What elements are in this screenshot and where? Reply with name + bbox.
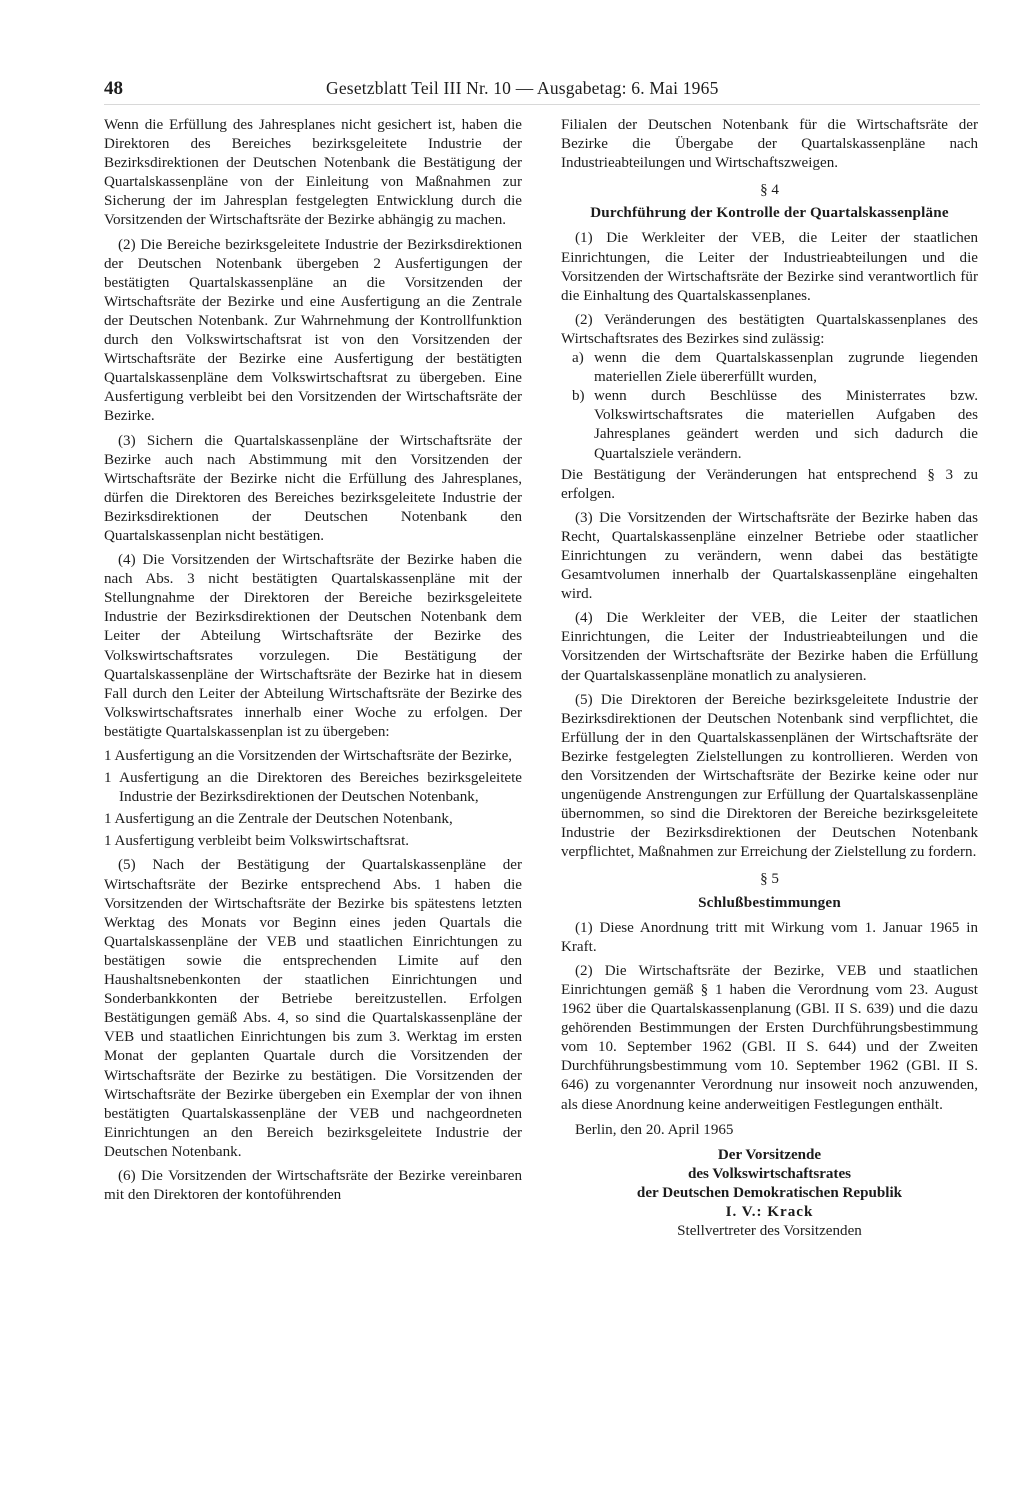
section-4-paragraph-1: (1) Die Werkleiter der VEB, die Leiter der staatlichen Einrichtungen, die Leiter der Industrieabteilungen und die Vorsitzenden der Wirtschaftsräte der Bezirke sind verantwortlich für die Einhaltung des Quartalskassenplanes.: [561, 230, 978, 304]
list-item: 1 Ausfertigung verbleibt beim Volkswirtschaftsrat.: [104, 833, 410, 850]
section-4-paragraph-2: (2) Veränderungen des bestätigten Quartalskassenplanes des Wirtschaftsrates des Bezirkes sind zulässig:: [561, 311, 978, 347]
paragraph-6: (6) Die Vorsitzenden der Wirtschaftsräte der Bezirke vereinbaren mit den Direktoren der kontoführenden: [104, 1167, 522, 1204]
paragraph-continued: Wenn die Erfüllung des Jahresplanes nicht gesichert ist, haben die Direktoren des Bereiches bezirksgeleitete Industrie der Bezirksdirektionen der Deutschen Notenbank die Bestätigung der Quartalskassenpläne von der Einleitung von Maßnahmen zur Sicherung der im Jahresplan festgelegten Entwicklung durch die Vorsitzenden der Wirtschaftsräte der Bezirke abhängig zu machen.: [104, 117, 522, 229]
signatory-line: der Deutschen Demokratischen Republik: [636, 1184, 903, 1201]
left-column: [104, 116, 522, 1210]
list-item: 1 Ausfertigung an die Zentrale der Deutschen Notenbank,: [104, 811, 453, 828]
condition-list: [561, 349, 978, 464]
section-4-paragraph-3: (3) Die Vorsitzenden der Wirtschaftsräte der Bezirke haben das Recht, Quartalskassenpläne einzelner Betriebe oder staatlicher Einrichtungen zu verändern, wenn dabei das bestätigte Gesamtvolumen innerhalb der Quartalskassenpläne eingehalten wird.: [561, 509, 978, 603]
list-item: [561, 387, 978, 463]
running-title: Gesetzblatt Teil III Nr. 10 — Ausgabetag: 6. Mai 1965: [326, 78, 719, 98]
signatory-title: [561, 1146, 978, 1203]
paragraph-3: (3) Sichern die Quartalskassenpläne der Wirtschaftsräte der Bezirke auch nach Abstimmung mit den Vorsitzenden der Wirtschaftsräte der Bezirke nicht die Erfüllung des Jahresplanes, dürfen die Direktoren des Bereiches bezirksgeleitete Industrie der Bezirksdirektionen der Deutschen Notenbank den Quartalskassenplan nicht bestätigen.: [104, 432, 522, 544]
signatory-line: Der Vorsitzende: [717, 1146, 822, 1163]
paragraph-5: (5) Nach der Bestätigung der Quartalskassenpläne der Wirtschaftsräte der Bezirke entsprechend Abs. 1 haben die Vorsitzenden der Wirtschaftsräte der Bezirke bis spätestens letzten Werktag des Monats vor Beginn eines jeden Quartals die Quartalskassenpläne der VEB und staatlichen Einrichtungen zu bestätigen sowie die entsprechenden Limite auf den Haushaltsnebenkonten der staatlichen Einrichtungen und Sonderbankkonten der Betriebe bereitzustellen. Erfolgen Bestätigungen gemäß Abs. 4, so sind die Quartalskassenpläne der VEB und staatlichen Einrichtungen bis zum 3. Werktag im ersten Monat der geplanten Quartale durch die Vorsitzenden der Wirtschaftsräte der Bezirke zu bestätigen. Die Vorsitzenden der Wirtschaftsräte der Bezirke übergeben ein Exemplar der von ihnen bestätigten Quartalskassenpläne der VEB und nachgeordneten Einrichtungen an den Bereich bezirksgeleitete Industrie der Deutschen Notenbank.: [104, 857, 522, 1160]
section-number: § 4: [760, 182, 779, 199]
item-label: b): [572, 388, 585, 405]
list-item: 1 Ausfertigung an die Vorsitzenden der Wirtschaftsräte der Bezirke,: [104, 748, 513, 764]
section-4-paragraph-2-note: Die Bestätigung der Veränderungen hat entsprechend § 3 zu erfolgen.: [561, 466, 978, 502]
section-number: § 5: [760, 871, 779, 888]
list-item: [561, 349, 978, 387]
list-item: 1 Ausfertigung an die Direktoren des Bereiches bezirksgeleitete Industrie der Bezirksdirektionen der Deutschen Notenbank,: [104, 770, 522, 806]
signatory-line: des Volkswirtschaftsrates: [687, 1165, 852, 1182]
paragraph-continued: Filialen der Deutschen Notenbank für die Wirtschaftsräte der Bezirke die Übergabe der Quartalskassenpläne nach Industrieabteilungen und Wirtschaftszweigen.: [561, 117, 978, 172]
page-number: 48: [104, 78, 123, 99]
right-column: [561, 116, 978, 1241]
section-title: Schlußbestimmungen: [698, 894, 841, 911]
page-header: [104, 76, 980, 105]
section-4-paragraph-4: (4) Die Werkleiter der VEB, die Leiter der staatlichen Einrichtungen, die Leiter der Industrieabteilungen und die Vorsitzenden der Wirtschaftsräte der Bezirke haben die Erfüllung der Quartalskassenpläne monatlich zu analysieren.: [561, 610, 978, 684]
item-text: wenn durch Beschlüsse des Ministerrates bzw. Volkswirtschaftsrates die materiellen Aufgaben des Jahresplanes geändert werden und sich dadurch die Quartalsziele verändern.: [594, 388, 978, 462]
section-title: Durchführung der Kontrolle der Quartalskassenpläne: [590, 205, 949, 222]
item-text: wenn die dem Quartalskassenplan zugrunde liegenden materiellen Ziele übererfüllt wurden,: [594, 350, 978, 386]
paragraph-4: (4) Die Vorsitzenden der Wirtschaftsräte der Bezirke haben die nach Abs. 3 nicht bestätigten Quartalskassenpläne mit der Stellungnahme der Direktoren der Bereiche bezirksgeleitete Industrie der Bezirksdirektionen der Deutschen Notenbank dem Leiter der Abteilung Wirtschaftsräte der Bezirke des Volkswirtschaftsrates vorzulegen. Die Bestätigung der Quartalskassenpläne der Wirtschaftsräte der Bezirke hat in diesem Fall durch den Leiter der Abteilung Wirtschaftsräte der Bezirke des Volkswirtschaftsrates innerhalb einer Woche zu erfolgen. Der bestätigte Quartalskassenplan ist zu übergeben:: [104, 552, 522, 740]
signing-date: Berlin, den 20. April 1965: [575, 1121, 734, 1138]
item-label: a): [572, 350, 584, 367]
signatory-name: I. V.: Krack: [725, 1203, 814, 1220]
section-4-paragraph-5: (5) Die Direktoren der Bereiche bezirksgeleitete Industrie der Bezirksdirektionen der Deutschen Notenbank sind verpflichtet, die Erfüllung der in den Quartalskassenplänen der Wirtschaftsräte der Bezirke festgelegten Zielstellungen zu kontrollieren. Werden von den Vorsitzenden der Wirtschaftsräte der Bezirke keine oder nur ungenügende Anstrengungen zur Erfüllung der Quartalskassenpläne übernommen, so sind die Direktoren der Bereiche bezirksgeleitete Industrie der Bezirksdirektionen der Deutschen Notenbank verpflichtet, Maßnahmen zur Erreichung der Zielstellung zu fordern.: [561, 691, 978, 861]
section-5-paragraph-2: (2) Die Wirtschaftsräte der Bezirke, VEB und staatlichen Einrichtungen gemäß § 1 haben die Verordnung vom 23. August 1962 über die Quartalskassenplanung (GBl. II S. 639) und die dazu gehörenden Bestimmungen der Ersten Durchführungsbestimmung vom 10. September 1962 (GBl. II S. 644) und der Zweiten Durchführungsbestimmung vom 10. September 1962 (GBl. II S. 646) zu vorgenannter Verordnung nur insoweit noch anzuwenden, als diese Anordnung keine anderweitigen Festlegungen enthält.: [561, 962, 978, 1113]
paragraph-2: (2) Die Bereiche bezirksgeleitete Industrie der Bezirksdirektionen der Deutschen Notenbank übergeben 2 Ausfertigungen der bestätigten Quartalskassenpläne an die Vorsitzenden der Wirtschaftsräte der Bezirke und eine Ausfertigung an die Zentrale der Deutschen Notenbank. Zur Wahrnehmung der Kontrollfunktion durch den Volkswirtschaftsrat ist von den Vorsitzenden der Wirtschaftsräte der Bezirke eine Ausfertigung der bestätigten Quartalskassenpläne dem Volkswirtschaftsrat zu übergeben. Eine Ausfertigung verbleibt bei den Vorsitzenden der Wirtschaftsräte der Bezirke.: [104, 236, 522, 425]
distribution-list: [104, 747, 522, 851]
signatory-role: Stellvertreter des Vorsitzenden: [677, 1222, 862, 1239]
section-5-paragraph-1: (1) Diese Anordnung tritt mit Wirkung vom 1. Januar 1965 in Kraft.: [561, 919, 978, 955]
